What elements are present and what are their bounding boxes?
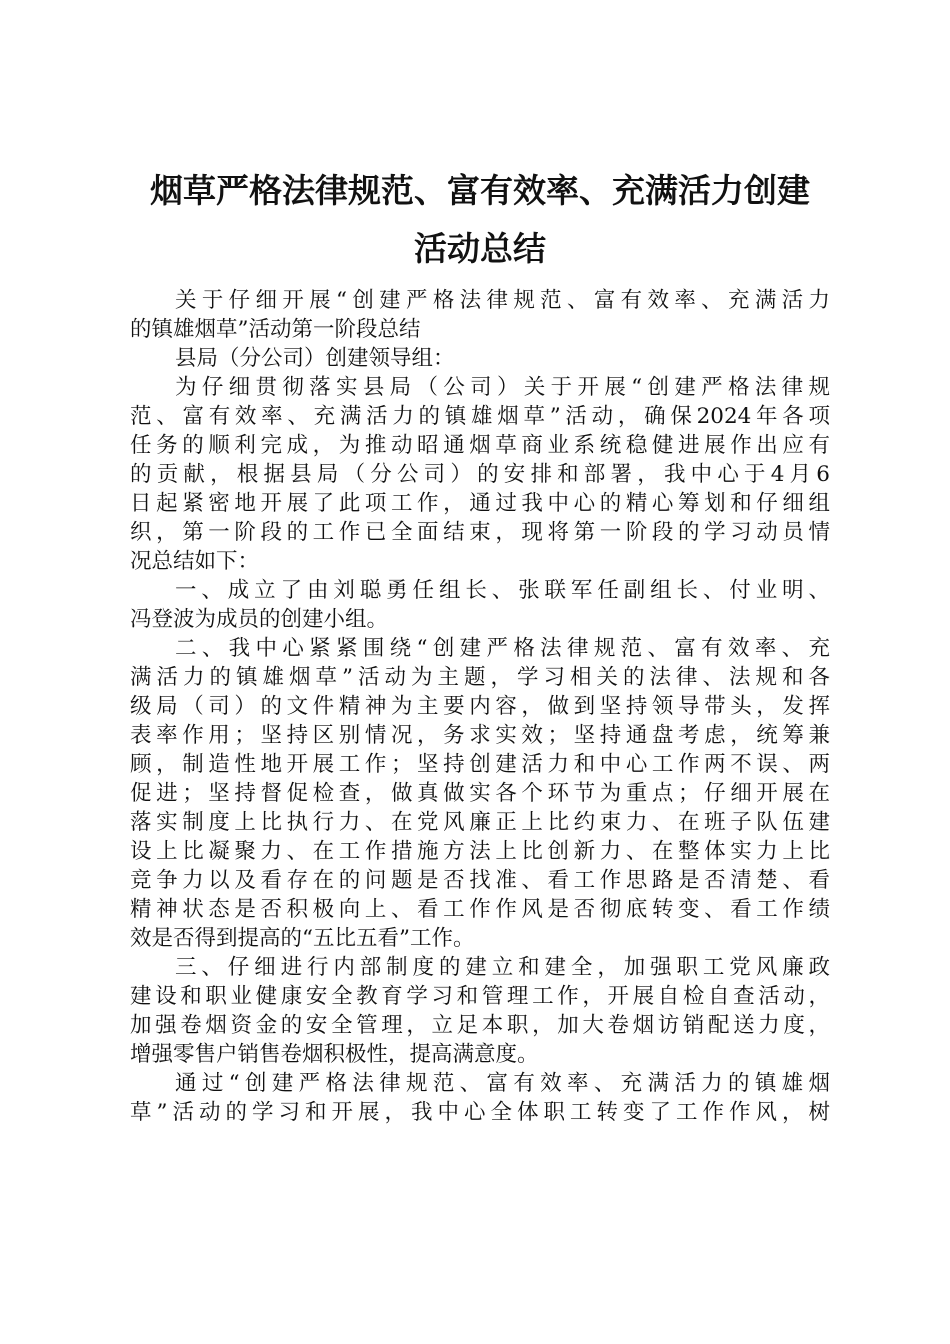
text-line: 精神状态是否积极向上、看工作作风是否彻底转变、看工作绩 [130, 897, 830, 922]
text-line: 级局（司）的文件精神为主要内容，做到坚持领导带头，发挥 [130, 694, 830, 719]
text-line: 建设和职业健康安全教育学习和管理工作，开展自检自查活动， [130, 984, 830, 1009]
text-line: 关于仔细开展“创建严格法律规范、富有效率、充满活力 [175, 288, 830, 313]
title-line-1: 烟草严格法律规范、富有效率、充满活力创建 [150, 171, 810, 210]
document-body [130, 286, 830, 1127]
text-line: 的镇雄烟草”活动第一阶段总结 [130, 317, 421, 342]
text-line: 况总结如下： [130, 549, 260, 574]
text-line: 一、成立了由刘聪勇任组长、张联军任副组长、付业明、 [175, 578, 830, 603]
text-line: 促进；坚持督促检查，做真做实各个环节为重点；仔细开展在 [130, 781, 830, 806]
text-line: 任务的顺利完成，为推动昭通烟草商业系统稳健进展作出应有 [130, 433, 830, 458]
text-line: 满活力的镇雄烟草”活动为主题，学习相关的法律、法规和各 [130, 665, 830, 690]
text-line: 范、富有效率、充满活力的镇雄烟草”活动，确保2024年各项 [130, 404, 830, 429]
text-line: 竞争力以及看存在的问题是否找准、看工作思路是否清楚、看 [130, 868, 830, 893]
text-line: 日起紧密地开展了此项工作，通过我中心的精心筹划和仔细组 [130, 491, 830, 516]
text-line: 冯登波为成员的创建小组。 [130, 607, 389, 632]
text-line: 加强卷烟资金的安全管理，立足本职，加大卷烟访销配送力度， [130, 1013, 830, 1038]
text-line: 增强零售户销售卷烟积极性，提高满意度。 [130, 1042, 539, 1067]
text-line: 为仔细贯彻落实县局（公司）关于开展“创建严格法律规 [175, 375, 830, 400]
text-line: 二、我中心紧紧围绕“创建严格法律规范、富有效率、充 [175, 636, 830, 661]
text-line: 效是否得到提高的“五比五看”工作。 [130, 926, 475, 951]
text-line: 县局（分公司）创建领导组： [175, 346, 455, 371]
text-line: 草”活动的学习和开展，我中心全体职工转变了工作作风，树 [130, 1100, 830, 1125]
text-line: 顾，制造性地开展工作；坚持创建活力和中心工作两不误、两 [130, 752, 830, 777]
text-line: 落实制度上比执行力、在党风廉正上比约束力、在班子队伍建 [130, 810, 830, 835]
text-line: 三、仔细进行内部制度的建立和建全，加强职工党风廉政 [175, 955, 830, 980]
text-line: 设上比凝聚力、在工作措施方法上比创新力、在整体实力上比 [130, 839, 830, 864]
text-line: 的贡献，根据县局（分公司）的安排和部署，我中心于4月6 [130, 462, 830, 487]
text-line: 通过“创建严格法律规范、富有效率、充满活力的镇雄烟 [175, 1071, 830, 1096]
title-line-2: 活动总结 [414, 229, 546, 268]
text-line: 表率作用；坚持区别情况，务求实效；坚持通盘考虑，统筹兼 [130, 723, 830, 748]
document-page [130, 162, 830, 1127]
text-line: 织，第一阶段的工作已全面结束，现将第一阶段的学习动员情 [130, 520, 830, 545]
document-title [130, 162, 830, 278]
